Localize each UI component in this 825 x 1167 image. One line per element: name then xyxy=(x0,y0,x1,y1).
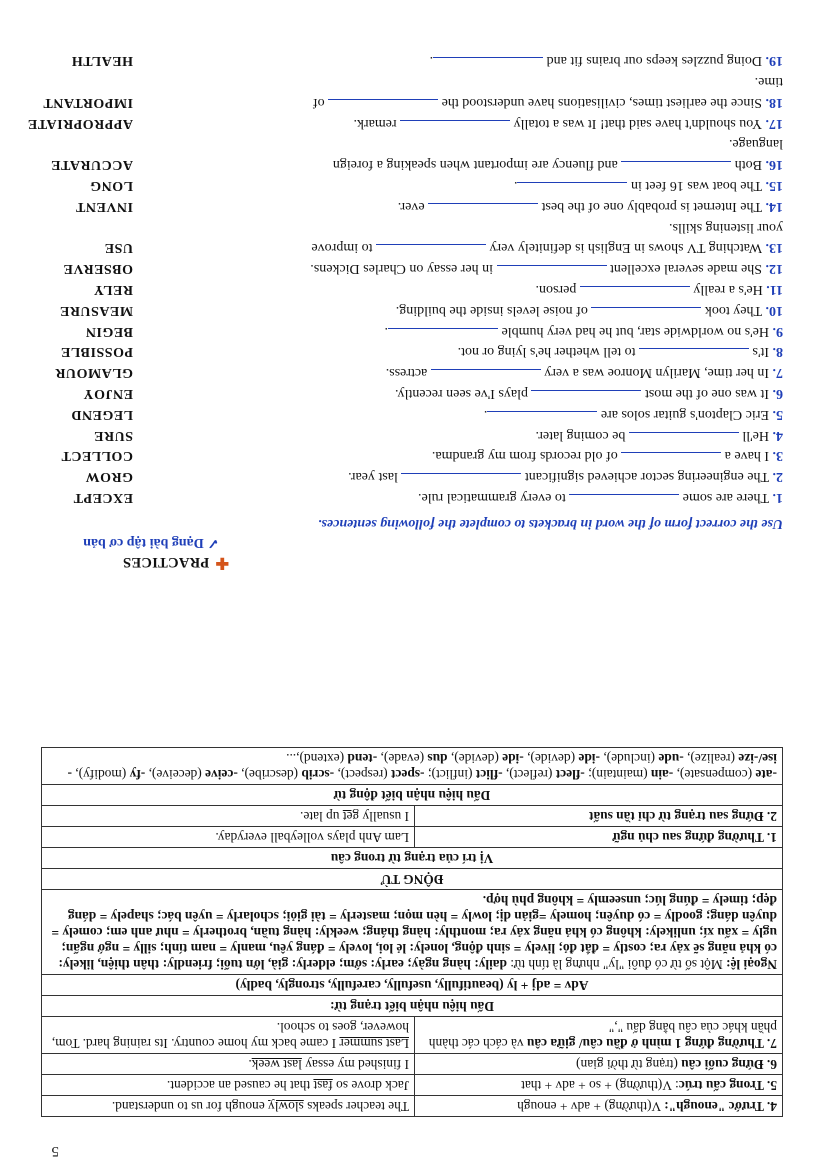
table-cell-rule xyxy=(415,1054,783,1075)
example-underline: slowly xyxy=(268,1099,304,1114)
table-cell-rule xyxy=(415,1096,783,1117)
exception-label: Ngoại lệ: xyxy=(726,957,777,972)
suffix-example: (describe), xyxy=(237,767,302,782)
exercise-item xyxy=(41,486,783,507)
item-text: She made several excellent xyxy=(606,261,762,277)
item-text: last year. xyxy=(348,469,402,485)
exercise-item xyxy=(41,382,783,403)
answer-blank[interactable] xyxy=(487,411,597,424)
table-cell-example xyxy=(42,1017,415,1054)
table-row xyxy=(42,848,783,869)
keyword: GROW xyxy=(85,469,133,485)
item-text: . xyxy=(483,406,488,422)
suffix: -ain xyxy=(650,767,674,782)
table-row xyxy=(42,827,783,848)
item-text: He's no worldwide star, but he had very humble xyxy=(497,323,769,339)
item-text: remark. xyxy=(353,115,401,131)
exercise-item xyxy=(41,278,783,299)
item-number: 8. xyxy=(769,344,783,360)
subtitle-text: Dạng bài tập cơ bản xyxy=(83,535,204,550)
table-row xyxy=(42,785,783,806)
item-continuation: your listening skills. xyxy=(669,219,783,235)
suffix: -scrib xyxy=(301,767,335,782)
example-underline: fast xyxy=(313,1078,333,1093)
answer-blank[interactable] xyxy=(531,390,641,403)
item-number: 17. xyxy=(762,115,783,131)
keyword: INVENT xyxy=(75,198,133,214)
exercise-item xyxy=(41,91,783,112)
practices-heading xyxy=(123,553,229,573)
suffix-example: (realize), xyxy=(683,751,739,766)
table-cell-rule: 1. Thường đứng sau chủ ngữ xyxy=(415,827,783,848)
suffix: -spect xyxy=(391,767,425,782)
item-text: of xyxy=(312,94,329,110)
exercise-item xyxy=(41,361,783,382)
item-text: . xyxy=(384,323,388,339)
rule-text: V(thường) + adv + enough xyxy=(517,1099,665,1114)
keyword: POSSIBLE xyxy=(60,344,133,360)
table-cell-rule xyxy=(415,1075,783,1096)
exercise-item xyxy=(41,237,783,258)
rule-label: 5. Trong cấu trúc xyxy=(678,1078,777,1093)
item-number: 12. xyxy=(762,261,783,277)
item-number: 16. xyxy=(762,157,783,173)
suffix-example: (deceive), xyxy=(145,767,206,782)
keyword: IMPORTANT xyxy=(42,94,133,110)
item-number: 11. xyxy=(762,282,783,298)
adverb-formula xyxy=(42,975,783,996)
item-number: 9. xyxy=(769,323,783,339)
keyword: LONG xyxy=(89,178,133,194)
exercise-item xyxy=(41,195,783,216)
keyword: HEALTH xyxy=(71,53,133,69)
suffix-example: (modify), xyxy=(71,767,130,782)
item-text: Eric Clapton's guitar solos are xyxy=(597,406,769,422)
exercise-list xyxy=(27,49,783,507)
grammar-table-body xyxy=(42,748,783,1117)
example-underline: last week xyxy=(251,1057,302,1072)
item-text: of noise levels inside the building. xyxy=(395,302,592,318)
item-text: to improve xyxy=(311,240,376,256)
suffix-example: (devide), xyxy=(447,751,503,766)
verb-suffixes xyxy=(42,748,783,785)
answer-blank[interactable] xyxy=(428,203,538,216)
item-text: Doing puzzles keeps our brains fit and xyxy=(543,53,762,69)
verb-position-header: Vị trí của trạng từ trong câu xyxy=(42,848,783,869)
example-text: I finished my essay xyxy=(301,1057,409,1072)
item-number: 4. xyxy=(769,427,783,443)
example-text: . xyxy=(248,1057,252,1072)
suffix-example: (inflict); xyxy=(424,767,476,782)
answer-blank[interactable] xyxy=(400,120,510,133)
item-text: The boat was 16 feet in xyxy=(627,178,762,194)
item-number: 6. xyxy=(769,386,783,402)
adverb-header: Dấu hiệu nhận biết trạng từ: xyxy=(42,996,783,1017)
example-underline: Last summer xyxy=(339,1036,409,1051)
suffix: -fy xyxy=(129,767,146,782)
rule-label: 7. Thường đứng 1 mình ở đầu câu/ giữa câu xyxy=(526,1036,777,1051)
grammar-table xyxy=(41,747,783,1117)
example-text: I usually xyxy=(359,809,409,824)
check-icon: ✓ xyxy=(203,535,219,550)
verb-sign-header: Dấu hiệu nhận biết động từ xyxy=(42,785,783,806)
exercise-item xyxy=(41,257,783,278)
table-row xyxy=(42,869,783,890)
table-row xyxy=(42,1054,783,1075)
example-text: I came back my home country. Its raining hard. Tom, however, goes to school. xyxy=(51,1020,409,1051)
suffix-example: (compensate), xyxy=(673,767,756,782)
item-text: He'll xyxy=(738,427,769,443)
exception-text: Một số từ có đuôi "ly" nhưng là tính từ: xyxy=(506,957,727,972)
item-text: person. xyxy=(535,282,580,298)
table-cell-example xyxy=(42,1075,415,1096)
suffix: -ude xyxy=(658,751,684,766)
table-row xyxy=(42,1075,783,1096)
table-row xyxy=(42,1017,783,1054)
item-number: 14. xyxy=(762,198,783,214)
item-text: It was one of the most xyxy=(641,386,769,402)
suffix-example: (include), xyxy=(600,751,659,766)
item-text: to tell whether he's lying or not. xyxy=(457,344,639,360)
suffix-example: (reflect), xyxy=(502,767,556,782)
suffix-example: (respect), xyxy=(334,767,392,782)
exercise-item xyxy=(41,320,783,341)
example-text: up late. xyxy=(300,809,343,824)
plus-icon: ✚ xyxy=(215,554,229,571)
item-text: . xyxy=(429,53,434,69)
page-number: 5 xyxy=(51,1143,59,1159)
item-number: 13. xyxy=(762,240,783,256)
exercise-item xyxy=(41,299,783,320)
keyword: EXCEPT xyxy=(73,490,133,505)
item-continuation: language. xyxy=(728,136,783,152)
example-text: The teacher speaks xyxy=(303,1099,409,1114)
exercise-item xyxy=(41,174,783,195)
answer-blank[interactable] xyxy=(388,328,498,341)
item-text: It's xyxy=(748,344,769,360)
suffix: -ceive xyxy=(205,767,238,782)
instruction: Use the correct form of the word in brackets to complete the following sentences. xyxy=(317,516,783,531)
item-number: 3. xyxy=(769,448,783,464)
example-text: enough for us to understand. xyxy=(111,1099,269,1114)
item-text: He's a really xyxy=(689,282,763,298)
keyword: RELY xyxy=(93,282,133,298)
answer-blank[interactable] xyxy=(401,473,521,486)
adverb-exceptions xyxy=(42,890,783,975)
answer-blank[interactable] xyxy=(639,348,749,361)
practices-subtitle xyxy=(83,534,219,551)
keyword: USE xyxy=(104,240,133,256)
item-text: In her time, Marilyn Monroe was a very xyxy=(540,365,769,381)
table-row xyxy=(42,975,783,996)
rule-label: 4. Trước "enough": xyxy=(664,1099,777,1114)
item-text: Both xyxy=(731,157,762,173)
item-number: 15. xyxy=(762,178,783,194)
table-cell-example xyxy=(42,1096,415,1117)
suffix-example: (devide), xyxy=(523,751,579,766)
item-text: . xyxy=(513,178,518,194)
answer-blank[interactable] xyxy=(621,452,721,465)
item-text: be coming later. xyxy=(535,427,629,443)
exercise-item xyxy=(41,341,783,362)
table-row xyxy=(42,748,783,785)
suffix: -ide xyxy=(578,751,600,766)
exercise-item xyxy=(27,112,783,133)
exercise-item xyxy=(41,49,783,70)
item-number: 18. xyxy=(762,94,783,110)
keyword: ENJOY xyxy=(83,386,133,402)
practices-title: PRACTICES xyxy=(122,554,210,570)
item-number: 19. xyxy=(762,53,783,69)
item-text: ever. xyxy=(397,198,429,214)
keyword: GLAMOUR xyxy=(54,365,133,381)
exercise-item xyxy=(41,445,783,466)
item-text: actress. xyxy=(385,365,431,381)
item-text: The engineering sector achieved significant xyxy=(521,469,769,485)
item-number: 5. xyxy=(769,406,783,422)
rule-label: 6. Đứng cuối câu xyxy=(681,1057,777,1072)
formula-adv: Adv = adj + ly xyxy=(506,978,589,993)
suffix: -ise/-ize xyxy=(67,751,777,782)
answer-blank[interactable] xyxy=(569,494,679,507)
item-text: They took xyxy=(701,302,762,318)
answer-blank[interactable] xyxy=(431,369,541,382)
answer-blank[interactable] xyxy=(591,307,701,320)
example-text: Jack drove so xyxy=(332,1078,409,1093)
suffix-example: (maintain); xyxy=(584,767,651,782)
table-row xyxy=(42,996,783,1017)
keyword: APPROPRIATE xyxy=(27,115,133,131)
rule-text: : V(thường) + so + adv + that xyxy=(521,1078,679,1093)
item-number: 1. xyxy=(769,490,783,505)
suffix: -flect xyxy=(555,767,585,782)
suffix: dus xyxy=(427,751,448,766)
suffix: -tend xyxy=(347,751,378,766)
item-text: I have a xyxy=(721,448,769,464)
keyword: MEASURE xyxy=(59,302,133,318)
exercise-item xyxy=(41,153,783,174)
answer-blank[interactable] xyxy=(328,99,438,112)
suffix: -ide xyxy=(502,751,524,766)
table-cell-rule: 2. Đứng sau trạng từ chỉ tần suất xyxy=(415,806,783,827)
example-underline: get xyxy=(342,809,360,824)
answer-blank[interactable] xyxy=(621,161,731,174)
keyword: ACCURATE xyxy=(50,157,133,173)
item-continuation: time. xyxy=(754,74,783,90)
suffix: -flict xyxy=(475,767,503,782)
answer-blank[interactable] xyxy=(517,182,627,195)
item-text: You shouldn't have said that! It was a totally xyxy=(510,115,762,131)
answer-blank[interactable] xyxy=(580,286,690,299)
verb-title: ĐỘNG TỪ xyxy=(42,869,783,890)
answer-blank[interactable] xyxy=(433,57,543,70)
item-text: There are some xyxy=(679,490,769,505)
item-text: The Internet is probably one of the best xyxy=(538,198,762,214)
formula-rest: (beautifully, usefully, carefully, strongly, badly) xyxy=(235,978,507,993)
item-number: 2. xyxy=(769,469,783,485)
table-cell-example: Lam Anh plays volleyball everyday. xyxy=(42,827,415,848)
item-text: in her essay on Charles Dickens. xyxy=(310,261,497,277)
keyword: LEGEND xyxy=(70,406,133,422)
suffix-example: (evade), xyxy=(377,751,428,766)
keyword: SURE xyxy=(93,427,133,443)
keyword: COLLECT xyxy=(61,448,133,464)
exception-list: daily: hàng ngày; early: sớm; elderly: già, lớn tuổi; friendly: thân thiện, likely: có khả năng sẽ xảy ra; costly = đắt đỏ; lively = sinh động, lonely: lẻ loi, lovely = đáng yêu, manly = nam tính; silly = ngớ ngẩn; ugly = xấu xí; unlikely: không có khả năng xảy ra; monthly: hàng tháng; weekly: hàng tuần, brotherly = như anh em; comely = duyên dáng; goodly = có duyên; homely =giản dị; lowly = hèn mọn; masterly = tài giỏi; scholarly = uyên bác; shapely = dáng đẹp; timely = đúng lúc; unseemly = không phù hợp. xyxy=(51,893,777,972)
suffix: -ate xyxy=(755,767,777,782)
table-row xyxy=(42,890,783,975)
table-cell-example xyxy=(42,1054,415,1075)
suffix-example: (extend),... xyxy=(286,751,348,766)
exercise-item xyxy=(41,465,783,486)
item-text: plays I've seen recently. xyxy=(394,386,532,402)
keyword: OBSERVE xyxy=(63,261,133,277)
answer-blank[interactable] xyxy=(629,432,739,445)
exercise-item xyxy=(41,403,783,424)
rule-text: và cách các thành phần khác của câu bằng dấu "," xyxy=(428,1020,777,1051)
item-text: and fluency are important when speaking a foreign xyxy=(332,157,622,173)
table-row xyxy=(42,1096,783,1117)
exercise-item xyxy=(41,424,783,445)
table-row xyxy=(42,806,783,827)
item-text: of old records from my grandma. xyxy=(431,448,622,464)
table-cell-rule xyxy=(415,1017,783,1054)
answer-blank[interactable] xyxy=(376,244,486,257)
keyword: BEGIN xyxy=(85,323,133,339)
rule-text: (trạng từ thời gian) xyxy=(576,1057,682,1072)
item-number: 7. xyxy=(769,365,783,381)
item-text: Watching TV shows in English is definitely very xyxy=(486,240,762,256)
item-text: to every grammatical rule. xyxy=(417,490,570,505)
example-text: that he caused an accident. xyxy=(166,1078,314,1093)
item-text: Since the earliest times, civilisations have understood the xyxy=(438,94,762,110)
item-number: 10. xyxy=(762,302,783,318)
answer-blank[interactable] xyxy=(497,265,607,278)
table-cell-example xyxy=(42,806,415,827)
